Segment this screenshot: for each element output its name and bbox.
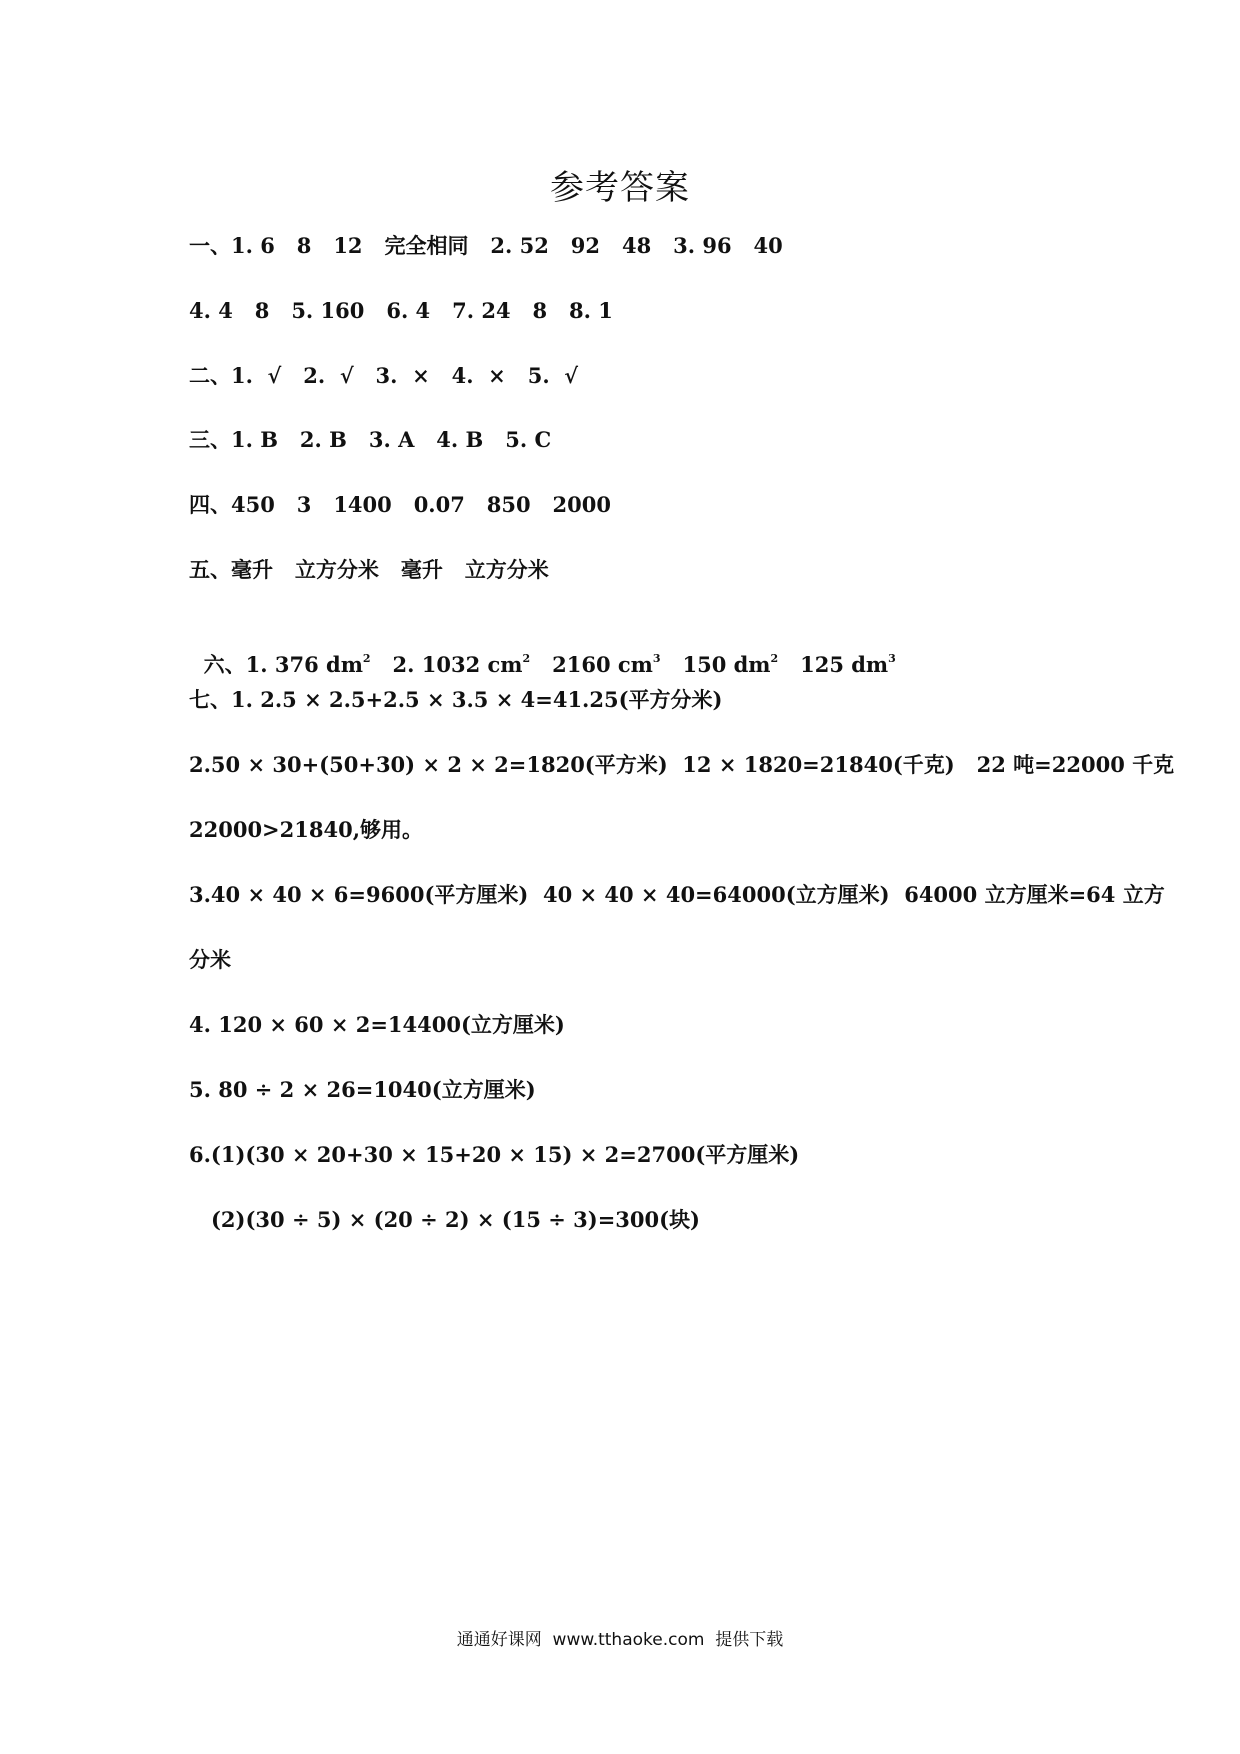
answer-7-part-d: 150 dm	[660, 652, 771, 677]
answer-line-8: 七、1. 2.5 × 2.5+2.5 × 3.5 × 4=41.25(平方分米)	[189, 687, 723, 712]
footer-source: 通通好课网 www.tthaoke.com 提供下载	[456, 1630, 784, 1650]
answer-line-2: 4. 4 8 5. 160 6. 4 7. 24 8 8. 1	[189, 298, 613, 323]
exponent: 3	[888, 652, 896, 665]
exponent: 2	[770, 652, 779, 665]
exponent: 2	[362, 652, 371, 665]
page-title: 参考答案	[550, 168, 690, 208]
answer-line-1: 一、1. 6 8 12 完全相同 2. 52 92 48 3. 96 40	[189, 233, 783, 258]
answer-line-15: 6.(1)(30 × 20+30 × 15+20 × 15) × 2=2700(平方厘米)	[189, 1142, 800, 1167]
answer-line-3: 二、1. √ 2. √ 3. × 4. × 5. √	[189, 363, 579, 388]
answer-line-10: 22000>21840,够用。	[189, 817, 424, 842]
answer-7-part-a: 六、1. 376 dm	[203, 652, 363, 677]
answer-line-11: 3.40 × 40 × 6=9600(平方厘米) 40 × 40 × 40=64000(立方厘米) 64000 立方厘米=64 立方	[189, 882, 1165, 907]
answer-line-12: 分米	[189, 947, 231, 972]
exponent: 2	[522, 652, 531, 665]
answer-line-4: 三、1. B 2. B 3. A 4. B 5. C	[189, 427, 552, 452]
answer-7-part-b: 2. 1032 cm	[370, 652, 523, 677]
answer-line-5: 四、450 3 1400 0.07 850 2000	[189, 492, 611, 517]
answer-line-13: 4. 120 × 60 × 2=14400(立方厘米)	[189, 1012, 565, 1037]
answer-line-16: (2)(30 ÷ 5) × (20 ÷ 2) × (15 ÷ 3)=300(块)	[211, 1207, 700, 1232]
answer-7-part-e: 125 dm	[778, 652, 889, 677]
answer-line-14: 5. 80 ÷ 2 × 26=1040(立方厘米)	[189, 1077, 536, 1102]
exponent: 3	[652, 652, 661, 665]
answer-line-9: 2.50 × 30+(50+30) × 2 × 2=1820(平方米) 12 × 1820=21840(千克) 22 吨=22000 千克	[189, 752, 1175, 777]
answer-line-7	[189, 620, 896, 680]
answer-7-part-c: 2160 cm	[530, 652, 653, 677]
answer-line-6: 五、毫升 立方分米 毫升 立方分米	[189, 557, 549, 582]
